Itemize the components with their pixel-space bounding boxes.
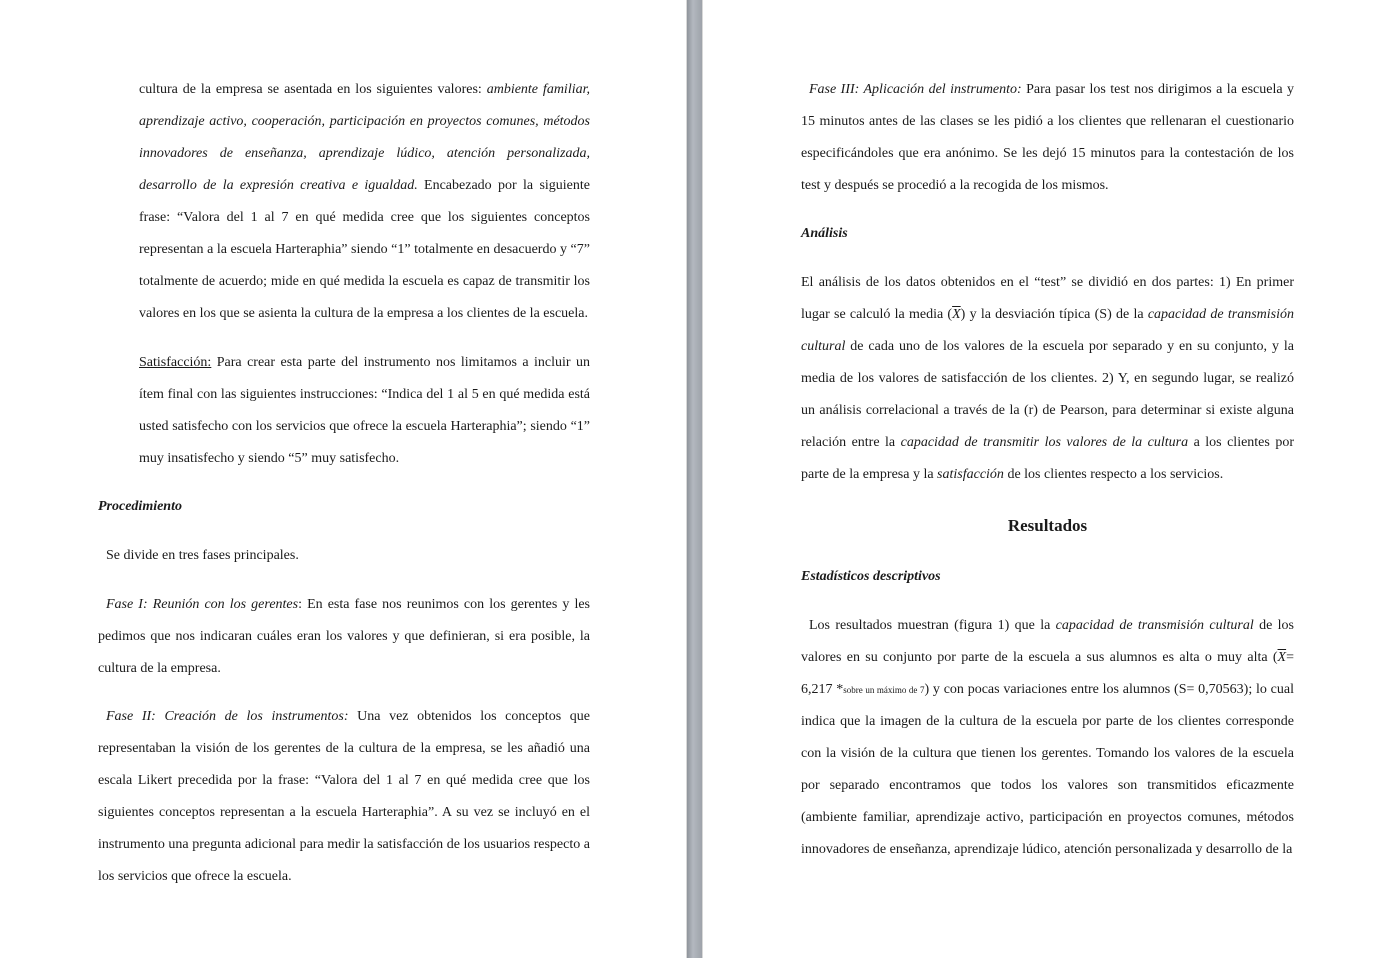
page-gutter [687, 0, 702, 958]
italic-text-span: capacidad de transmisión cultural [801, 307, 1295, 354]
heading-procedimiento: Procedimiento [98, 499, 182, 514]
heading-analisis: Análisis [801, 226, 848, 241]
mean-symbol: $\overline{X}$ [952, 307, 961, 322]
text-span: cultura de la empresa se asentada en los siguientes valores: [139, 82, 487, 97]
text-span: de los valores en su conjunto por parte de la escuela a sus alumnos es alta o muy alta ( [801, 618, 1294, 665]
italic-text-span: capacidad de transmitir los valores de la cultura [900, 435, 1189, 450]
italic-text-span: capacidad de transmisión cultural [1055, 618, 1254, 633]
heading-estadisticos: Estadísticos descriptivos [801, 569, 941, 584]
text-span: Para crear esta parte del instrumento nos limitamos a incluir un ítem final con las siguientes instrucciones: “Indica del 1 al 5 en qué medida está usted satisfecho con los servicios que ofrece la escuela Harteraphia”; siendo “1” muy insatisfecho y siendo “5” muy satisfecho. [139, 355, 590, 466]
paragraph-fase-3 [801, 74, 1294, 202]
text-span: Una vez obtenidos los conceptos que representaban la visión de los gerentes de la cultura de la empresa, se les añadió una escala Likert precedida por la frase: “Valora del 1 al 7 en qué medida cree que los siguientes conceptos representan a la escuela Harteraphia”. A su vez se incluyó en el instrumento una pregunta adicional para medir la satisfacción de los usuarios respecto a los servicios que ofrece la escuela. [98, 709, 590, 884]
text-span: ) y con pocas variaciones entre los alumnos (S= 0,70563); lo cual indica que la imagen de la cultura de la escuela por parte de los clientes corresponde con la visión de la cultura que tienen los gerentes. Tomando los valores de la escuela por separado encontramos que todos los valores son transmitidos eficazmente (ambiente familiar, aprendizaje activo, participación en proyectos comunes, métodos innovadores de enseñanza, aprendizaje lúdico, atención personalizada y desarrollo de la [801, 682, 1295, 857]
underlined-label: Satisfacción: [139, 355, 212, 370]
page-content [98, 74, 590, 893]
paragraph-satisfaccion [139, 347, 590, 475]
text-span: ) y la desviación típica (S) de la [960, 307, 1148, 322]
paragraph-fases-intro: Se divide en tres fases principales. [106, 548, 299, 563]
paragraph-resultados [801, 610, 1294, 866]
paragraph-fase-1 [98, 589, 590, 685]
text-span: El análisis de los datos obtenidos en el “test” se dividió en dos partes: 1) En primer lugar se calculó la media ( [801, 275, 1294, 322]
text-span: Para pasar los test nos dirigimos a la escuela y 15 minutos antes de las clases se les pidió a los clientes que rellenaran el cuestionario especificándoles que era anónimo. Se les dejó 15 minutos para la contestación de los test y después se procedió a la recogida de los mismos. [801, 82, 1294, 193]
italic-label: Fase I: Reunión con los gerentes [106, 597, 299, 612]
italic-text-span: satisfacción [937, 467, 1004, 482]
paragraph-fase-2 [98, 701, 590, 893]
text-span: a los clientes por parte de la empresa y la [801, 435, 1294, 482]
paragraph-valores [139, 74, 590, 330]
document-page-left [0, 0, 687, 958]
section-title-resultados: Resultados [1007, 516, 1088, 535]
mean-symbol: $\overline{X}$ [1277, 650, 1287, 665]
italic-text-span: ambiente familiar, aprendizaje activo, cooperación, participación en proyectos comunes, métodos innovadores de enseñanza, aprendizaje lúdico, atención personalizada, desarrollo de la expresión creativa e igualdad. [139, 82, 591, 193]
italic-label: Fase III: Aplicación del instrumento: [809, 82, 1022, 97]
text-span: Encabezado por la siguiente frase: “Valora del 1 al 7 en qué medida cree que los siguientes conceptos representan a la escuela Harteraphia” siendo “1” totalmente en desacuerdo y “7” totalmente de acuerdo; mide en qué medida la escuela es capaz de transmitir los valores en los que se asienta la cultura de la empresa a los clientes de la escuela. [139, 178, 590, 321]
text-span: de los clientes respecto a los servicios. [1003, 467, 1224, 482]
document-page-right [702, 0, 1386, 958]
text-span: = 6,217 * [801, 650, 1294, 697]
footnote-inline: sobre un máximo de 7 [843, 685, 925, 695]
italic-label: Fase II: Creación de los instrumentos: [106, 709, 349, 724]
text-span: Los resultados muestran (figura 1) que la [809, 618, 1056, 633]
text-span: de cada uno de los valores de la escuela por separado y en su conjunto, y la media de los valores de satisfacción de los clientes. 2) Y, en segundo lugar, se realizó un análisis correlacional a través de la (r) de Pearson, para determinar si existe alguna relación entre la [801, 339, 1294, 450]
page-content [801, 74, 1294, 866]
paragraph-analisis [801, 267, 1294, 491]
text-span: : En esta fase nos reunimos con los gerentes y les pedimos que nos indicaran cuáles eran los valores y que definieran, si era posible, la cultura de la empresa. [98, 597, 591, 676]
